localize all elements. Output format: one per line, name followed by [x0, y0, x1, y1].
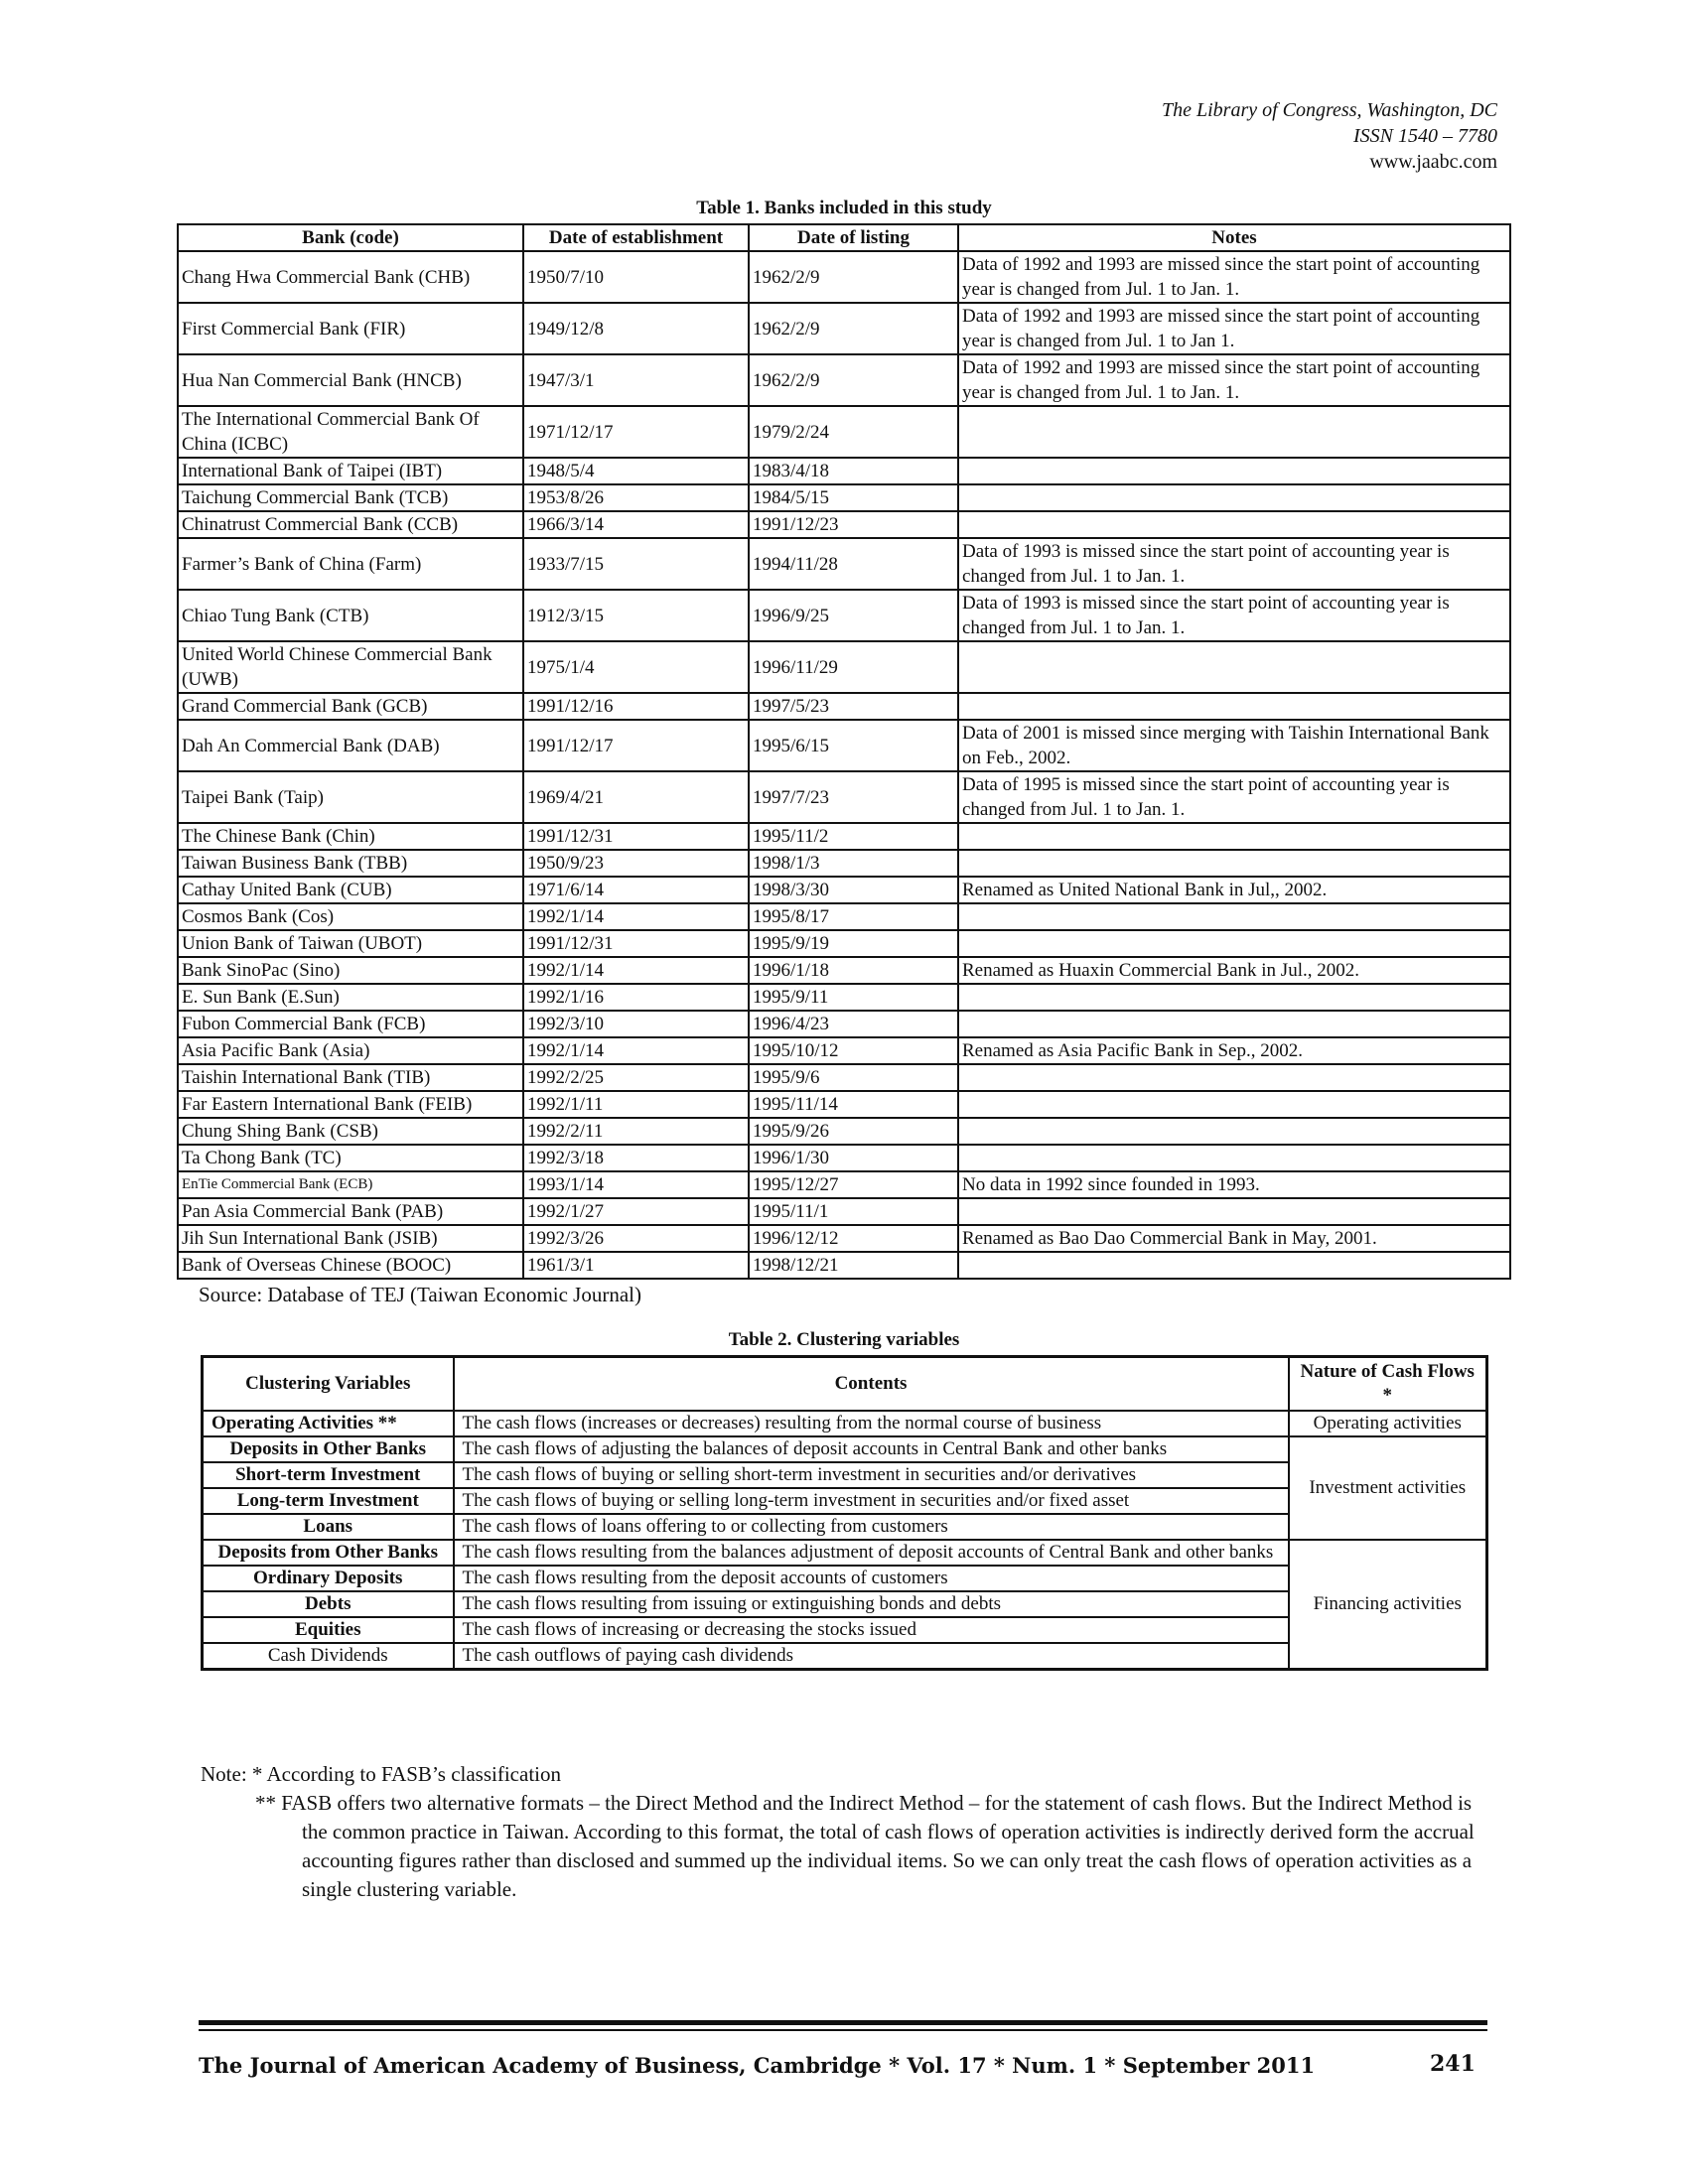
bank-cell: Fubon Commercial Bank (FCB) [178, 1011, 523, 1037]
list-cell: 1996/4/23 [749, 1011, 958, 1037]
list-cell: 1962/2/9 [749, 354, 958, 406]
table-row [178, 1037, 1510, 1064]
table-row [178, 877, 1510, 903]
column-header: Nature of Cash Flows * [1289, 1357, 1487, 1412]
est-cell: 1991/12/31 [523, 823, 749, 850]
table-notes [201, 1760, 1491, 1904]
header-library: The Library of Congress, Washington, DC [1161, 99, 1497, 121]
table-row [178, 771, 1510, 823]
variable-cell: Loans [203, 1514, 454, 1540]
bank-cell: Union Bank of Taiwan (UBOT) [178, 930, 523, 957]
column-header: Date of establishment [523, 224, 749, 251]
est-cell: 1992/2/25 [523, 1064, 749, 1091]
contents-cell: The cash flows (increases or decreases) resulting from the normal course of business [454, 1411, 1289, 1436]
notes-cell [958, 693, 1510, 720]
table-row [178, 1225, 1510, 1252]
footer-rule [199, 2020, 1487, 2025]
est-cell: 1992/3/10 [523, 1011, 749, 1037]
table-row [178, 538, 1510, 590]
est-cell: 1992/1/11 [523, 1091, 749, 1118]
bank-cell: The Chinese Bank (Chin) [178, 823, 523, 850]
notes-cell [958, 484, 1510, 511]
notes-cell [958, 1145, 1510, 1171]
note-fasb-classification: Note: * According to FASB’s classification [201, 1762, 561, 1786]
contents-cell: The cash flows resulting from the balances adjustment of deposit accounts of Central Bank and other banks [454, 1540, 1289, 1566]
notes-cell: Data of 1993 is missed since the start point of accounting year is changed from Jul. 1 to Jan. 1. [958, 538, 1510, 590]
list-cell: 1991/12/23 [749, 511, 958, 538]
bank-cell: Grand Commercial Bank (GCB) [178, 693, 523, 720]
column-header: Clustering Variables [203, 1357, 454, 1412]
bank-cell: Cosmos Bank (Cos) [178, 903, 523, 930]
bank-cell: Farmer’s Bank of China (Farm) [178, 538, 523, 590]
est-cell: 1953/8/26 [523, 484, 749, 511]
est-cell: 1971/12/17 [523, 406, 749, 458]
est-cell: 1947/3/1 [523, 354, 749, 406]
table-row [178, 251, 1510, 303]
bank-cell: E. Sun Bank (E.Sun) [178, 984, 523, 1011]
est-cell: 1992/1/27 [523, 1198, 749, 1225]
list-cell: 1962/2/9 [749, 251, 958, 303]
bank-cell: Cathay United Bank (CUB) [178, 877, 523, 903]
list-cell: 1996/1/18 [749, 957, 958, 984]
column-header: Notes [958, 224, 1510, 251]
est-cell: 1991/12/16 [523, 693, 749, 720]
contents-cell: The cash flows resulting from the deposit accounts of customers [454, 1566, 1289, 1591]
est-cell: 1992/1/16 [523, 984, 749, 1011]
variable-cell: Short-term Investment [203, 1462, 454, 1488]
notes-cell [958, 1118, 1510, 1145]
table-row [178, 303, 1510, 354]
header-issn: ISSN 1540 – 7780 [1353, 125, 1497, 147]
note-indirect-method: ** FASB offers two alternative formats – the Direct Method and the Indirect Method – for the statement of cash flows. But the Indirect Method is the common practice in Taiwan. According to this format, the total of cash flows of operation activities is indirectly derived form the accrual accounting figures rather than disclosed and summed up the individual items. So we can only treat the cash flows of operation activities as a single clustering variable. [255, 1791, 1475, 1901]
list-cell: 1995/9/6 [749, 1064, 958, 1091]
table-row [178, 850, 1510, 877]
bank-cell: Hua Nan Commercial Bank (HNCB) [178, 354, 523, 406]
bank-cell: Far Eastern International Bank (FEIB) [178, 1091, 523, 1118]
list-cell: 1995/6/15 [749, 720, 958, 771]
bank-cell: Jih Sun International Bank (JSIB) [178, 1225, 523, 1252]
table-row [203, 1411, 1487, 1436]
list-cell: 1984/5/15 [749, 484, 958, 511]
list-cell: 1962/2/9 [749, 303, 958, 354]
list-cell: 1983/4/18 [749, 458, 958, 484]
notes-cell: Data of 1992 and 1993 are missed since the start point of accounting year is changed from Jul. 1 to Jan 1. [958, 303, 1510, 354]
table-row [178, 1091, 1510, 1118]
list-cell: 1995/9/26 [749, 1118, 958, 1145]
table1-caption: Table 1. Banks included in this study [696, 198, 992, 218]
header-url: www.jaabc.com [1369, 151, 1497, 173]
est-cell: 1991/12/17 [523, 720, 749, 771]
est-cell: 1992/1/14 [523, 957, 749, 984]
est-cell: 1950/7/10 [523, 251, 749, 303]
bank-cell: Ta Chong Bank (TC) [178, 1145, 523, 1171]
notes-cell: Renamed as Huaxin Commercial Bank in Jul., 2002. [958, 957, 1510, 984]
notes-cell: Renamed as United National Bank in Jul,, 2002. [958, 877, 1510, 903]
bank-cell: First Commercial Bank (FIR) [178, 303, 523, 354]
est-cell: 1992/2/11 [523, 1118, 749, 1145]
table-row [178, 458, 1510, 484]
list-cell: 1995/10/12 [749, 1037, 958, 1064]
table-row [178, 1198, 1510, 1225]
notes-cell [958, 903, 1510, 930]
notes-cell: No data in 1992 since founded in 1993. [958, 1171, 1510, 1198]
table-row [203, 1436, 1487, 1462]
table-row [178, 406, 1510, 458]
notes-cell: Data of 1995 is missed since the start point of accounting year is changed from Jul. 1 to Jan. 1. [958, 771, 1510, 823]
bank-cell: EnTie Commercial Bank (ECB) [178, 1171, 523, 1198]
est-cell: 1961/3/1 [523, 1252, 749, 1279]
bank-cell: Dah An Commercial Bank (DAB) [178, 720, 523, 771]
nature-cell-operating: Operating activities [1289, 1411, 1487, 1436]
notes-cell: Data of 1992 and 1993 are missed since the start point of accounting year is changed from Jul. 1 to Jan. 1. [958, 354, 1510, 406]
bank-cell: Taichung Commercial Bank (TCB) [178, 484, 523, 511]
table-row [178, 720, 1510, 771]
notes-cell [958, 1064, 1510, 1091]
list-cell: 1996/11/29 [749, 641, 958, 693]
table-header-row [178, 224, 1510, 251]
list-cell: 1996/9/25 [749, 590, 958, 641]
notes-cell [958, 641, 1510, 693]
table-row [178, 693, 1510, 720]
variable-cell: Operating Activities ** [203, 1411, 454, 1436]
est-cell: 1933/7/15 [523, 538, 749, 590]
variable-cell: Deposits from Other Banks [203, 1540, 454, 1566]
notes-cell [958, 984, 1510, 1011]
bank-cell: Taiwan Business Bank (TBB) [178, 850, 523, 877]
list-cell: 1995/12/27 [749, 1171, 958, 1198]
table2-caption: Table 2. Clustering variables [728, 1329, 960, 1350]
bank-cell: Pan Asia Commercial Bank (PAB) [178, 1198, 523, 1225]
table-row [178, 590, 1510, 641]
notes-cell [958, 511, 1510, 538]
list-cell: 1998/3/30 [749, 877, 958, 903]
nature-cell-financing: Financing activities [1289, 1540, 1487, 1670]
list-cell: 1996/12/12 [749, 1225, 958, 1252]
notes-cell: Renamed as Asia Pacific Bank in Sep., 2002. [958, 1037, 1510, 1064]
table-row [178, 1252, 1510, 1279]
notes-cell: Renamed as Bao Dao Commercial Bank in May, 2001. [958, 1225, 1510, 1252]
notes-cell [958, 406, 1510, 458]
list-cell: 1995/9/11 [749, 984, 958, 1011]
est-cell: 1992/1/14 [523, 1037, 749, 1064]
footer-rule-thin [199, 2029, 1487, 2031]
table-row [203, 1540, 1487, 1566]
list-cell: 1979/2/24 [749, 406, 958, 458]
bank-cell: The International Commercial Bank Of China (ICBC) [178, 406, 523, 458]
contents-cell: The cash flows of adjusting the balances of deposit accounts in Central Bank and other banks [454, 1436, 1289, 1462]
table-row [178, 1171, 1510, 1198]
nature-cell-investment: Investment activities [1289, 1436, 1487, 1540]
est-cell: 1948/5/4 [523, 458, 749, 484]
list-cell: 1995/11/2 [749, 823, 958, 850]
variable-cell: Debts [203, 1591, 454, 1617]
notes-cell: Data of 1992 and 1993 are missed since the start point of accounting year is changed from Jul. 1 to Jan. 1. [958, 251, 1510, 303]
journal-footer: The Journal of American Academy of Business, Cambridge * Vol. 17 * Num. 1 * September 2011 [199, 2053, 1316, 2078]
est-cell: 1992/3/26 [523, 1225, 749, 1252]
bank-cell: International Bank of Taipei (IBT) [178, 458, 523, 484]
bank-cell: Asia Pacific Bank (Asia) [178, 1037, 523, 1064]
notes-cell [958, 458, 1510, 484]
est-cell: 1992/3/18 [523, 1145, 749, 1171]
table-row [178, 1118, 1510, 1145]
list-cell: 1998/1/3 [749, 850, 958, 877]
list-cell: 1997/5/23 [749, 693, 958, 720]
list-cell: 1995/8/17 [749, 903, 958, 930]
contents-cell: The cash outflows of paying cash dividends [454, 1643, 1289, 1670]
table-header-row [203, 1357, 1487, 1412]
list-cell: 1995/9/19 [749, 930, 958, 957]
bank-cell: Chung Shing Bank (CSB) [178, 1118, 523, 1145]
table-row [178, 484, 1510, 511]
notes-cell [958, 1091, 1510, 1118]
contents-cell: The cash flows of buying or selling long-term investment in securities and/or fixed asset [454, 1488, 1289, 1514]
page-number: 241 [1430, 2051, 1476, 2077]
column-header: Date of listing [749, 224, 958, 251]
table-row [178, 641, 1510, 693]
variable-cell: Ordinary Deposits [203, 1566, 454, 1591]
est-cell: 1949/12/8 [523, 303, 749, 354]
list-cell: 1995/11/14 [749, 1091, 958, 1118]
variable-cell: Deposits in Other Banks [203, 1436, 454, 1462]
table-row [178, 1064, 1510, 1091]
table-row [178, 1011, 1510, 1037]
list-cell: 1998/12/21 [749, 1252, 958, 1279]
bank-cell: United World Chinese Commercial Bank (UWB) [178, 641, 523, 693]
est-cell: 1975/1/4 [523, 641, 749, 693]
notes-cell: Data of 1993 is missed since the start point of accounting year is changed from Jul. 1 to Jan. 1. [958, 590, 1510, 641]
contents-cell: The cash flows resulting from issuing or extinguishing bonds and debts [454, 1591, 1289, 1617]
notes-cell [958, 930, 1510, 957]
contents-cell: The cash flows of buying or selling short-term investment in securities and/or derivatives [454, 1462, 1289, 1488]
column-header: Contents [454, 1357, 1289, 1412]
variable-cell: Cash Dividends [203, 1643, 454, 1670]
est-cell: 1912/3/15 [523, 590, 749, 641]
table-row [178, 823, 1510, 850]
notes-cell: Data of 2001 is missed since merging with Taishin International Bank on Feb., 2002. [958, 720, 1510, 771]
est-cell: 1966/3/14 [523, 511, 749, 538]
running-header [1162, 97, 1497, 175]
list-cell: 1995/11/1 [749, 1198, 958, 1225]
contents-cell: The cash flows of increasing or decreasing the stocks issued [454, 1617, 1289, 1643]
table-row [178, 903, 1510, 930]
variable-cell: Long-term Investment [203, 1488, 454, 1514]
table-row [178, 1145, 1510, 1171]
bank-cell: Chinatrust Commercial Bank (CCB) [178, 511, 523, 538]
notes-cell [958, 850, 1510, 877]
est-cell: 1950/9/23 [523, 850, 749, 877]
est-cell: 1971/6/14 [523, 877, 749, 903]
clustering-variables-table [201, 1355, 1488, 1671]
bank-cell: Bank SinoPac (Sino) [178, 957, 523, 984]
table-row [178, 984, 1510, 1011]
list-cell: 1994/11/28 [749, 538, 958, 590]
est-cell: 1991/12/31 [523, 930, 749, 957]
table-row [178, 930, 1510, 957]
bank-cell: Taishin International Bank (TIB) [178, 1064, 523, 1091]
table-row [178, 354, 1510, 406]
notes-cell [958, 1252, 1510, 1279]
est-cell: 1992/1/14 [523, 903, 749, 930]
column-header: Bank (code) [178, 224, 523, 251]
notes-cell [958, 823, 1510, 850]
list-cell: 1997/7/23 [749, 771, 958, 823]
est-cell: 1993/1/14 [523, 1171, 749, 1198]
list-cell: 1996/1/30 [749, 1145, 958, 1171]
bank-cell: Chiao Tung Bank (CTB) [178, 590, 523, 641]
bank-cell: Taipei Bank (Taip) [178, 771, 523, 823]
bank-cell: Chang Hwa Commercial Bank (CHB) [178, 251, 523, 303]
variable-cell: Equities [203, 1617, 454, 1643]
table-row [178, 511, 1510, 538]
contents-cell: The cash flows of loans offering to or collecting from customers [454, 1514, 1289, 1540]
table1-source: Source: Database of TEJ (Taiwan Economic Journal) [199, 1283, 641, 1306]
notes-cell [958, 1198, 1510, 1225]
est-cell: 1969/4/21 [523, 771, 749, 823]
banks-table [177, 223, 1511, 1280]
bank-cell: Bank of Overseas Chinese (BOOC) [178, 1252, 523, 1279]
notes-cell [958, 1011, 1510, 1037]
table-row [178, 957, 1510, 984]
